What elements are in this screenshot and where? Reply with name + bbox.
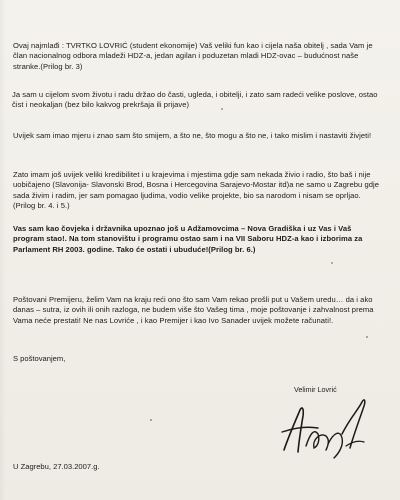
paragraph-tvrtko: Ovaj najmlađi : TVRTKO LOVRIĆ (student ekonomije) Vaš veliki fun kao i cijela naša obitelj , sada Vam je član nacionalnog odbora mladeži HDZ-a, jedan agilan i poduzetan mladi HDZ-ovac – budućnost naše stranke.(Prilog br. 3) [13,41,373,71]
place-date: U Zagrebu, 27.03.2007.g. [13,462,100,471]
scan-speck [331,262,333,264]
paragraph-honor: Ja sam u cijelom svom životu i radu držao do časti, ugleda, i obitelji, i zato sam radeći velike poslove, ostao čist i neokaljan (bez bilo kakvog prekršaja ili prijave) [12,90,378,110]
signer-name: Velimir Lovrić [294,385,337,394]
scan-speck [150,419,152,421]
paragraph-measure: Uvijek sam imao mjeru i znao sam što smijem, a što ne, što mogu a što ne, i tako mislim i nastaviti živjeti! [13,131,372,140]
paragraph-support: Vas sam kao čovjeka i državnika upoznao još u Adžamovcima – Nova Gradiška i uz Vas i Vaš program stao!. Na tom stanovištu i programu ostao sam i na VII Saboru HDZ-a kao i izborima za Parlament RH 2003. godine. Tako će ostati i ubuduće!(Prilog br. 6.) [13,224,363,254]
scan-speck [366,336,368,338]
paragraph-premier: Poštovani Premijeru, želim Vam na kraju reći ono što sam Vam rekao prošli put u Vašem uredu… da i ako danas – sutra, iz ovih ili onih razloga, ne budem više što Vašeg tima , moje poštovanje i zahvalnost prema Vama neće prestati! Ne nas Lovriće , i kao Premijer i kao Ivo Sanader uvijek možete računati!. [13,295,374,325]
paragraph-credibility: Zato imam još uvijek veliki kredibilitet i u krajevima i mjestima gdje sam nekada živio i radio, što baš i nije uobičajeno (Slavonija- Slavonski Brod, Bosna i Hercegovina Sarajevo-Mostar itd)a ne samo u Zagrebu gdje sada živim i radim, jer sam pomagao ljudima, vodio velike projekte, bio sa narodom i nisam se oprljao.(Prilog br. 4. i 5.) [13,170,380,211]
handwritten-signature [254,388,374,463]
closing-salutation: S poštovanjem, [13,354,66,363]
scan-speck [221,108,223,110]
